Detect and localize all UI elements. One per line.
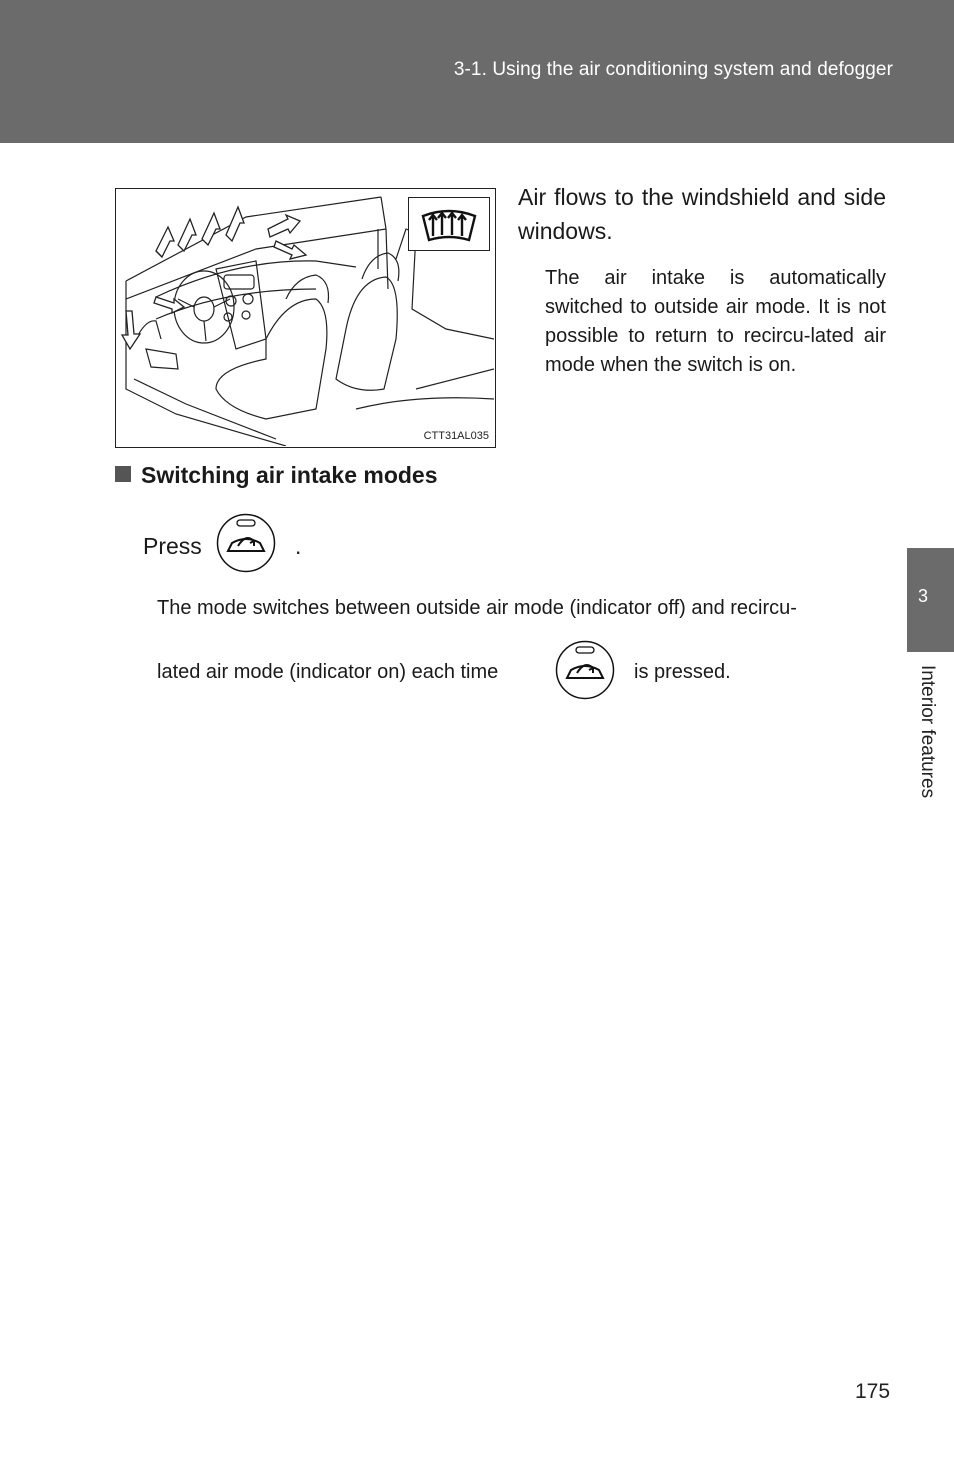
chapter-tab (907, 548, 954, 652)
page-number: 175 (855, 1380, 891, 1403)
chapter-number: 3 (917, 586, 928, 606)
mode-description-line2-end: is pressed. (634, 661, 731, 683)
section-heading-text: Switching air intake modes (141, 462, 438, 488)
press-period (295, 530, 301, 562)
car-interior-illustration (115, 188, 496, 448)
figure-code: CTT31AL035 (423, 430, 489, 442)
windshield-defogger-icon (408, 197, 490, 251)
mode-description-line1: The mode switches between outside air mode (indicator off) and recircu- (157, 597, 797, 619)
chapter-label: Interior features (917, 665, 938, 799)
square-bullet-icon (115, 466, 131, 482)
press-label: Press (143, 533, 202, 559)
air-intake-note: The air intake is automatically switched to outside air mode. It is not possible to return to recircu-lated air mode when the switch is on. (545, 267, 886, 376)
page-header (0, 0, 954, 143)
mode-description-line2: lated air mode (indicator on) each time (157, 661, 499, 683)
press-period-text: . (295, 533, 302, 559)
recirculation-button-icon (216, 513, 276, 573)
airflow-description: Air flows to the windshield and side windows. (518, 184, 886, 244)
press-instruction (143, 530, 202, 562)
recirculation-button-icon (555, 640, 615, 700)
section-heading (115, 459, 438, 491)
header-title: 3-1. Using the air conditioning system and defogger (453, 59, 893, 80)
